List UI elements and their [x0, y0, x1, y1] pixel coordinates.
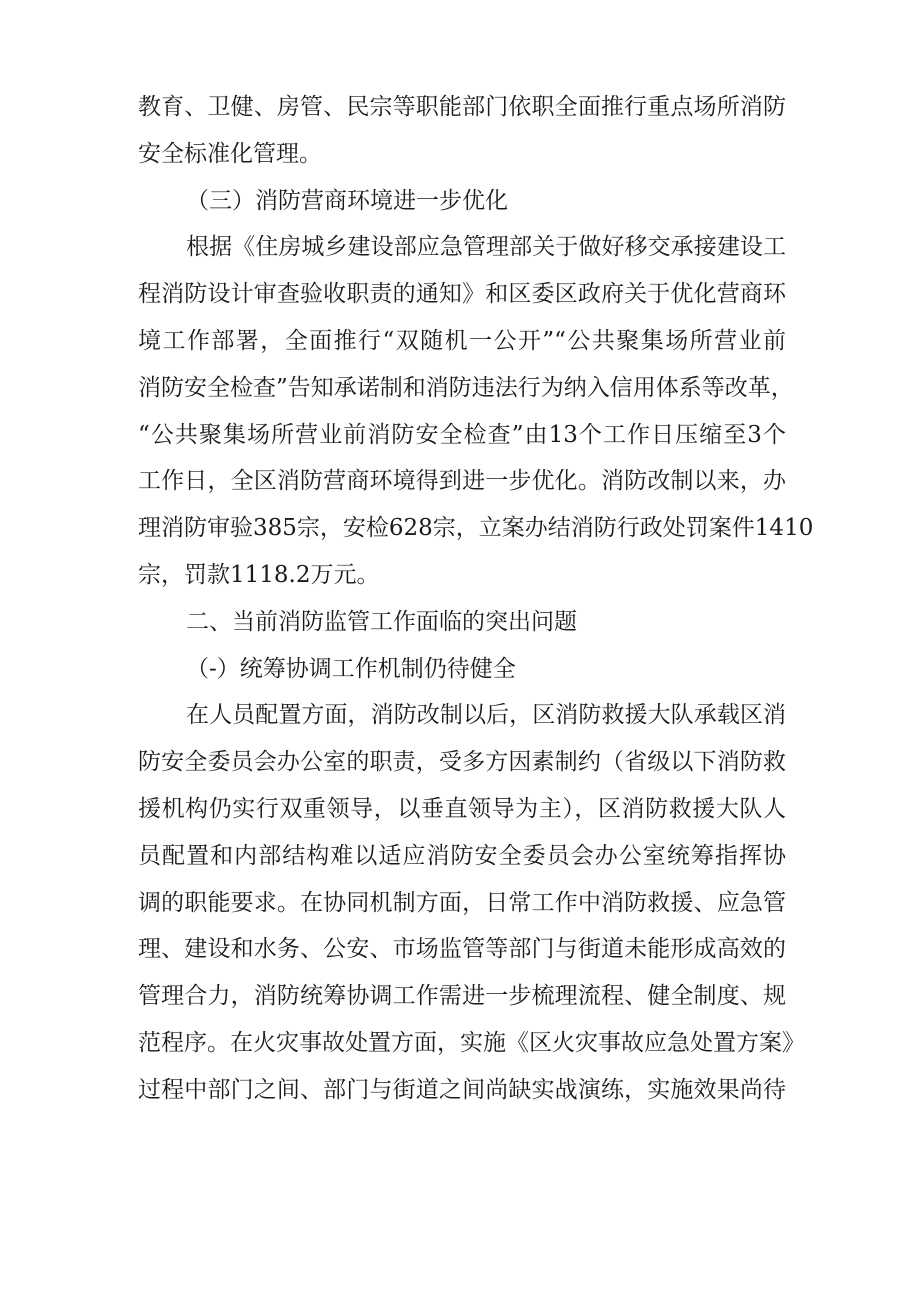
text-line: 教育、卫健、房管、民宗等职能部门依职全面推行重点场所消防 [138, 94, 786, 120]
text-line: 理消防审验385宗，安检628宗，立案办结消防行政处罚案件1410 [138, 515, 814, 541]
text-line: 安全标准化管理。 [138, 141, 322, 167]
text-line: 工作日，全区消防营商环境得到进一步优化。消防改制以来，办 [138, 468, 786, 494]
text-line: 宗，罚款1118.2万元。 [138, 562, 380, 588]
text-line: 二、当前消防监管工作面临的突出问题 [186, 609, 577, 635]
text-line: 消防安全检查”告知承诺制和消防违法行为纳入信用体系等改革， [138, 375, 794, 401]
text-line: 防安全委员会办公室的职责，受多方因素制约（省级以下消防救 [138, 749, 786, 775]
text-line: “公共聚集场所营业前消防安全检查”由13个工作日压缩至3个 [138, 422, 786, 448]
text-line: 在人员配置方面，消防改制以后，区消防救援大队承载区消 [186, 702, 786, 728]
text-line: 境工作部署，全面推行“双随机一公开”“公共聚集场所营业前 [138, 328, 786, 354]
text-line: 调的职能要求。在协同机制方面，日常工作中消防救援、应急管 [138, 890, 786, 916]
text-line: 员配置和内部结构难以适应消防安全委员会办公室统筹指挥协 [138, 843, 786, 869]
text-line: 理、建设和水务、公安、市场监管等部门与街道未能形成高效的 [138, 936, 786, 962]
text-line: （-）统筹协调工作机制仍待健全 [186, 656, 516, 682]
text-line: 管理合力，消防统筹协调工作需进一步梳理流程、健全制度、规 [138, 983, 786, 1009]
text-line: （三）消防营商环境进一步优化 [186, 188, 508, 214]
text-line: 根据《住房城乡建设部应急管理部关于做好移交承接建设工 [186, 234, 786, 260]
text-line: 援机构仍实行双重领导，以垂直领导为主），区消防救援大队人 [138, 796, 786, 822]
text-line: 范程序。在火灾事故处置方面，实施《区火灾事故应急处置方案》 [138, 1030, 805, 1056]
text-line: 程消防设计审查验收职责的通知》和区委区政府关于优化营商环 [138, 281, 786, 307]
text-line: 过程中部门之间、部门与街道之间尚缺实战演练，实施效果尚待 [138, 1077, 786, 1103]
